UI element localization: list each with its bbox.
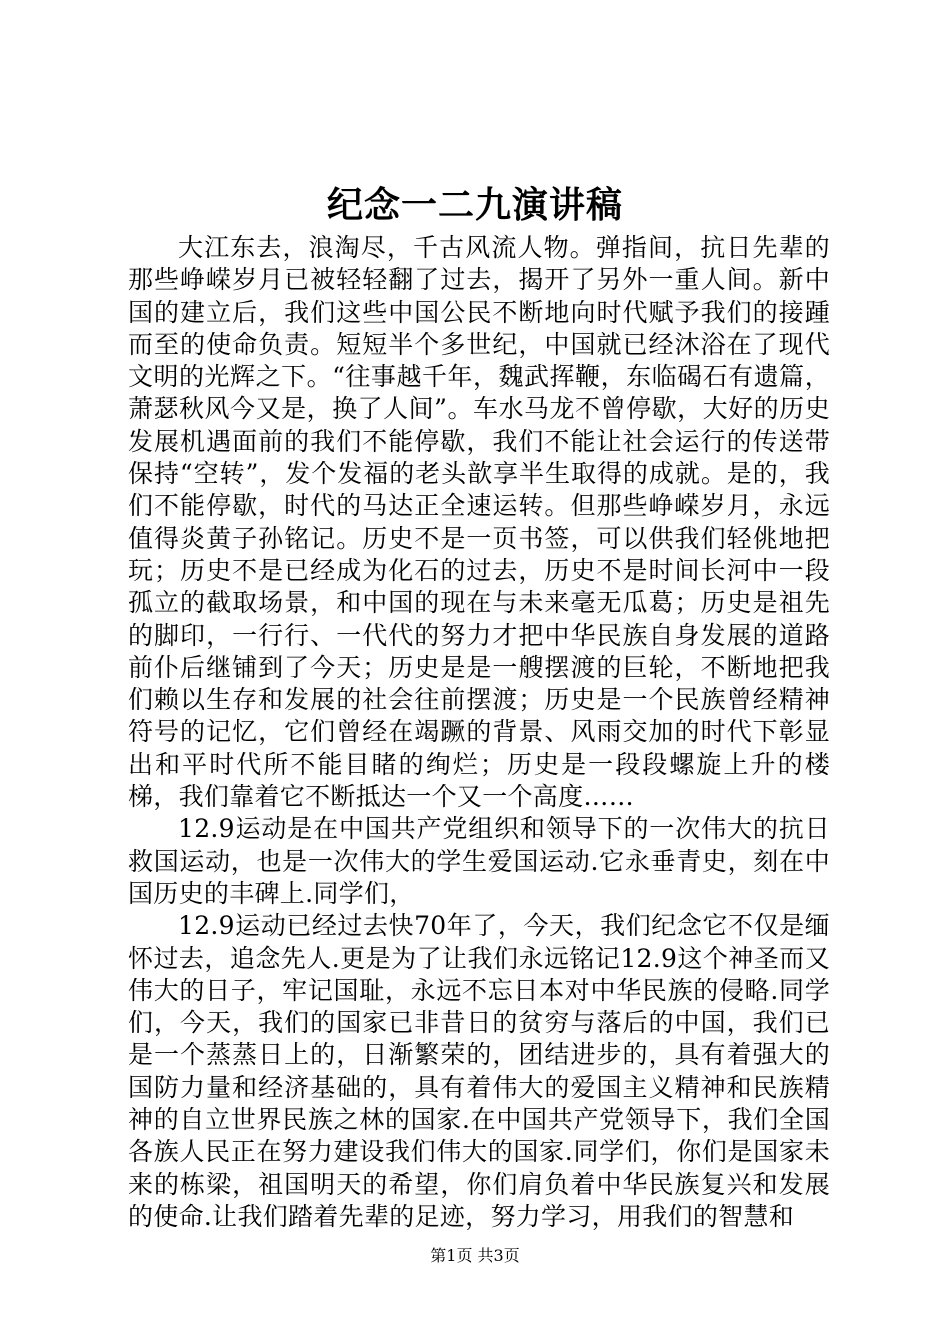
paragraph-1: 大江东去，浪淘尽，千古风流人物。弹指间，抗日先辈的那些峥嵘岁月已被轻轻翻了过去，揭开了另外一重人间。新中国的建立后，我们这些中国公民不断地向时代赋予我们的接踵而至的使命负责。短短半个多世纪，中国就已经沐浴在了现代文明的光辉之下。“往事越千年，魏武挥鞭，东临碣石有遗篇，萧瑟秋风今又是，换了人间”。车水马龙不曾停歇，大好的历史发展机遇面前的我们不能停歇，我们不能让社会运行的传送带保持“空转”，发个发福的老头歆享半生取得的成就。是的，我们不能停歇，时代的马达正全速运转。但那些峥嵘岁月，永远值得炎黄子孙铭记。历史不是一页书签，可以供我们轻佻地把玩；历史不是已经成为化石的过去，历史不是时间长河中一段孤立的截取场景，和中国的现在与未来毫无瓜葛；历史是祖先的脚印，一行行、一代代的努力才把中华民族自身发展的道路前仆后继铺到了今天；历史是是一艘摆渡的巨轮，不断地把我们赖以生存和发展的社会往前摆渡；历史是一个民族曾经精神符号的记忆，它们曾经在竭蹶的背景、风雨交加的时代下彰显出和平时代所不能目睹的绚烂；历史是一段段螺旋上升的楼梯，我们靠着它不断抵达一个又一个高度…… xyxy=(128,233,830,812)
document-title: 纪念一二九演讲稿 xyxy=(326,184,623,226)
paragraph-3: 12.9运动已经过去快70年了，今天，我们纪念它不仅是缅怀过去，追念先人.更是为了让我们永远铭记12.9这个神圣而又伟大的日子，牢记国耻，永远不忘日本对中华民族的侵略.同学们，今天，我们的国家已非昔日的贫穷与落后的中国，我们已是一个蒸蒸日上的，日渐繁荣的，团结进步的，具有着强大的国防力量和经济基础的，具有着伟大的爱国主义精神和民族精神的自立世界民族之林的国家.在中国共产党领导下，我们全国各族人民正在努力建设我们伟大的国家.同学们，你们是国家未来的栋梁，祖国明天的希望，你们肩负着中华民族复兴和发展的使命.让我们踏着先辈的足迹，努力学习，用我们的智慧和 xyxy=(128,911,830,1231)
paragraph-2: 12.9运动是在中国共产党组织和领导下的一次伟大的抗日救国运动，也是一次伟大的学生爱国运动.它永垂青史，刻在中国历史的丰碑上.同学们， xyxy=(128,814,830,908)
page-footer: 第1页 共3页 xyxy=(430,1246,520,1265)
document-body xyxy=(128,232,830,1233)
